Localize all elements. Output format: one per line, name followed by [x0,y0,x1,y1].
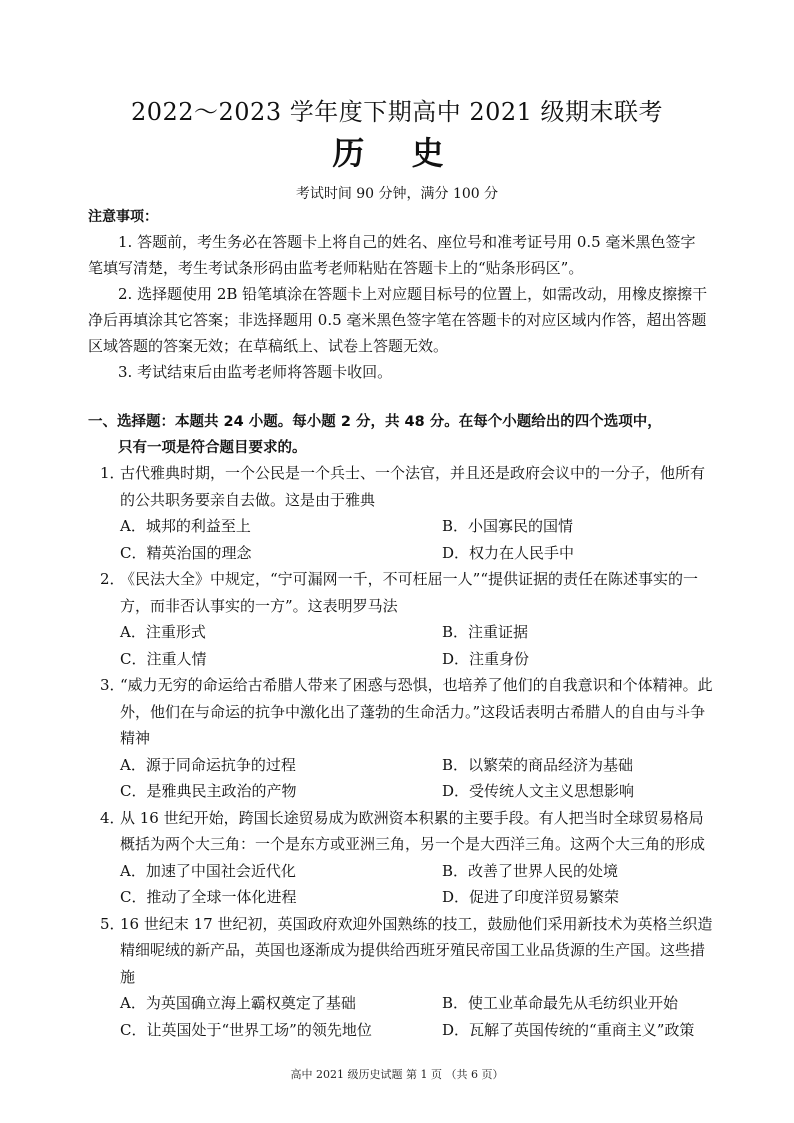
question-stem: 《民法大全》中规定，“宁可漏网一千，不可枉屈一人”“提供证据的责任在陈述事实的一方，而非否认事实的一方”。这表明罗马法 [120,570,699,615]
question-4 [100,805,714,911]
exam-info: 考试时间 90 分钟，满分 100 分 [295,186,499,202]
option-b: B．注重证据 [442,623,529,641]
question-5 [100,911,714,1044]
option-b: B．使工业革命最先从毛纺织业开始 [442,994,679,1012]
option-c: C．让英国处于“世界工场”的领先地位 [120,1020,372,1039]
option-a: A．注重形式 [120,623,206,641]
question-list [100,460,714,1043]
notes-section [88,205,708,385]
option-d: D．促进了印度洋贸易繁荣 [442,888,620,906]
option-b: B．改善了世界人民的处境 [442,861,619,880]
question-3 [100,672,714,805]
option-d: D．受传统人文主义思想影响 [442,782,635,800]
note-item: 3. 考试结束后由监考老师将答题卡收回。 [118,363,393,381]
section-heading-line: 只有一项是符合题目要求的。 [118,440,307,456]
exam-title: 2022～2023 学年度下期高中 2021 级期末联考 [130,98,664,126]
question-stem: 16 世纪末 17 世纪初，英国政府欢迎外国熟练的技工，鼓励他们采用新技术为英格兰织造精细呢绒的新产品，英国也逐渐成为提供给西班牙殖民帝国工业品货源的生产国。这些措施 [120,914,713,986]
section-heading-line: 一、选择题：本题共 24 小题。每小题 2 分，共 48 分。在每个小题给出的四个选项中， [88,414,662,430]
option-a: A．加速了中国社会近代化 [120,861,296,880]
option-c: C．精英治国的理念 [120,543,252,562]
question-stem: “威力无穷的命运给古希腊人带来了困惑与恐惧，也培养了他们的自我意识和个体精神。此外，他们在与命运的抗争中激化出了蓬勃的生命活力。”这段话表明古希腊人的自由与斗争精神 [120,676,713,747]
option-b: B．小国寡民的国情 [442,517,574,535]
option-d: D．瓦解了英国传统的“重商主义”政策 [442,1020,695,1039]
option-a: A．城邦的利益至上 [120,517,251,535]
option-d: D．权力在人民手中 [442,543,575,562]
question-1 [100,460,714,566]
notes-heading: 注意事项： [88,209,158,225]
question-number: 2． [100,570,125,588]
subject-title: 历 史 [332,134,462,172]
question-2 [100,566,714,672]
option-a: A．源于同命运抗争的过程 [120,755,296,774]
option-c: C．推动了全球一体化进程 [120,888,297,906]
question-number: 3． [100,676,125,694]
question-number: 4． [100,808,125,827]
question-number: 5． [100,914,125,933]
note-item: 2. 选择题使用 2B 铅笔填涂在答题卡上对应题目标号的位置上，如需改动，用橡皮擦擦干净后再填涂其它答案；非选择题用 0.5 毫米黑色签字笔在答题卡的对应区域内作答，超出答题区域答题的答案无效；在草稿纸上、试卷上答题无效。 [88,285,708,355]
note-item: 1. 答题前，考生务必在答题卡上将自己的姓名、座位号和准考证号用 0.5 毫米黑色签字笔填写清楚，考生考试条形码由监考老师粘贴在答题卡上的“贴条形码区”。 [88,233,696,277]
option-c: C．注重人情 [120,649,207,668]
option-a: A．为英国确立海上霸权奠定了基础 [120,994,356,1012]
question-number: 1． [100,464,125,482]
option-d: D．注重身份 [442,649,530,668]
page-footer: 高中 2021 级历史试题 第 1 页 （共 6 页） [290,1068,504,1081]
question-stem: 古代雅典时期，一个公民是一个兵士、一个法官，并且还是政府会议中的一分子，他所有的公共职务要亲自去做。这是由于雅典 [120,464,706,509]
option-c: C．是雅典民主政治的产物 [120,782,297,800]
question-stem: 从 16 世纪开始，跨国长途贸易成为欧洲资本积累的主要手段。有人把当时全球贸易格局概括为两个大三角：一个是东方或亚洲三角，另一个是大西洋三角。这两个大三角的形成 [120,808,706,853]
section-heading [88,409,713,461]
option-b: B．以繁荣的商品经济为基础 [442,755,634,774]
